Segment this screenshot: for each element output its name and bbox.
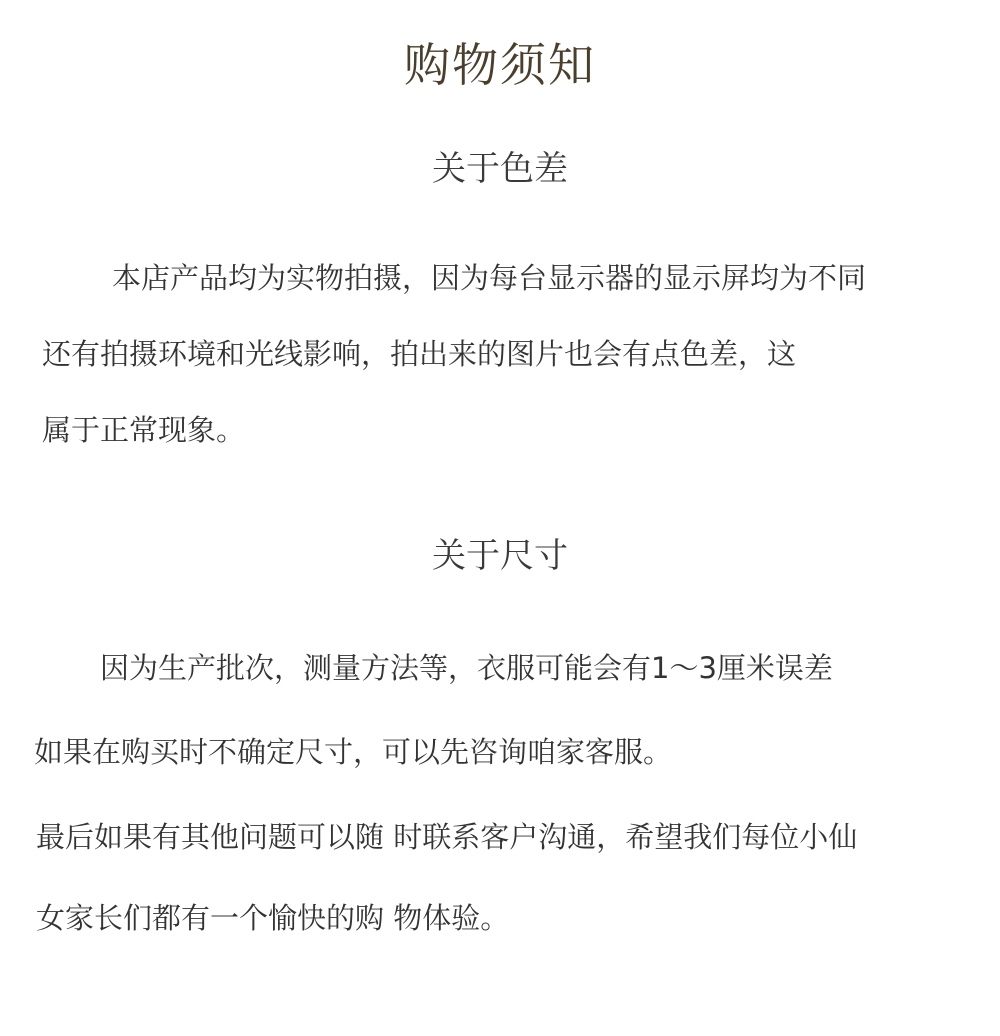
- section-heading-size: 关于尺寸: [432, 536, 568, 576]
- paragraph-line: 因为生产批次，测量方法等，衣服可能会有1～3厘米误差: [100, 651, 833, 685]
- paragraph-line: 最后如果有其他问题可以随 时联系客户沟通，希望我们每位小仙: [36, 820, 858, 854]
- paragraph-line: 本店产品均为实物拍摄，因为每台显示器的显示屏均为不同: [112, 261, 867, 295]
- paragraph-line: 属于正常现象。: [42, 413, 246, 447]
- paragraph-line: 还有拍摄环境和光线影响，拍出来的图片也会有点色差，这: [42, 337, 797, 371]
- paragraph-line: 如果在购买时不确定尺寸，可以先咨询咱家客服。: [34, 735, 673, 769]
- section-heading-color-difference: 关于色差: [432, 149, 568, 189]
- page-title: 购物须知: [404, 38, 596, 92]
- paragraph-line: 女家长们都有一个愉快的购 物体验。: [36, 901, 510, 935]
